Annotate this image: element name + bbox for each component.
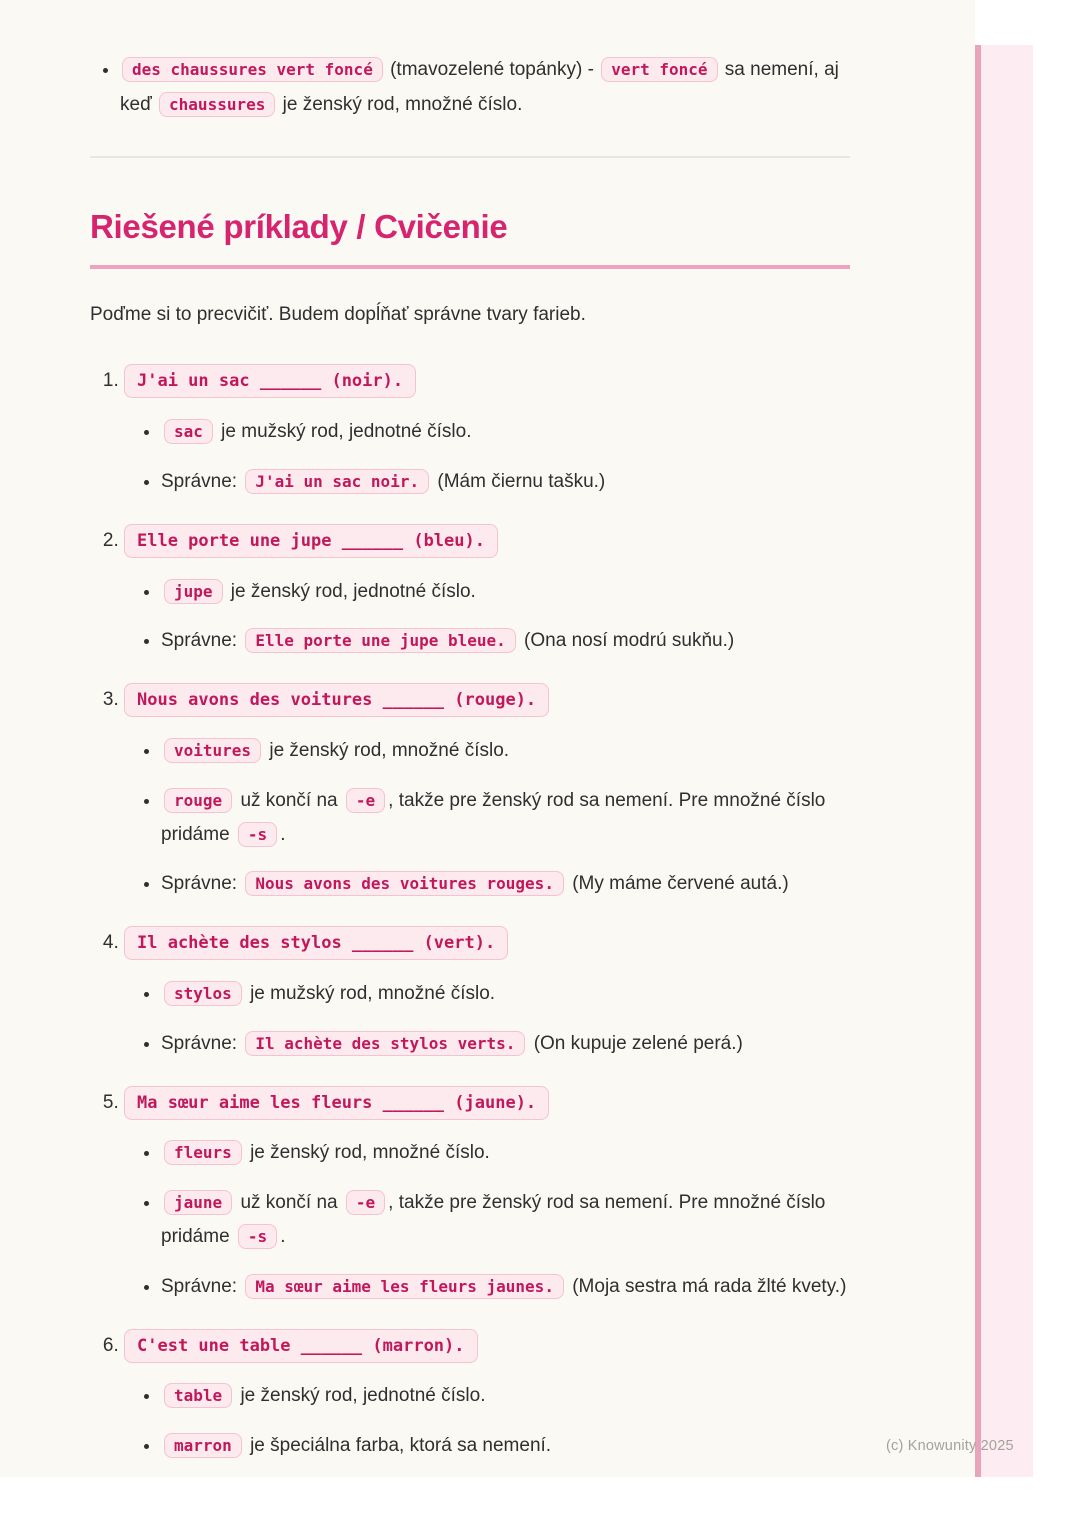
inline-code: rouge — [164, 788, 232, 813]
inline-code: -s — [238, 822, 277, 847]
note-item: • Správne: Il achète des stylos verts. (On kupuje zelené perá.) — [161, 1027, 850, 1061]
exercise-notes — [124, 575, 850, 659]
exercise-sentence-code: Elle porte une jupe ______ (bleu). — [124, 524, 498, 558]
note-item: • stylos je mužský rod, množné číslo. — [161, 977, 850, 1011]
section-divider — [90, 156, 850, 158]
exercise-notes — [124, 1379, 850, 1463]
exercise-item — [124, 929, 850, 1060]
note-item: • voitures je ženský rod, množné číslo. — [161, 734, 850, 768]
inline-code: fleurs — [164, 1140, 242, 1165]
exercise-item — [124, 1332, 850, 1463]
inline-code: Ma sœur aime les fleurs jaunes. — [245, 1274, 564, 1299]
exercise-item — [124, 1089, 850, 1304]
note-item: • jaune už končí na -e , takže pre ženský rod sa nemení. Pre množné číslo pridáme -s . — [161, 1186, 850, 1254]
exercise-sentence-code: C'est une table ______ (marron). — [124, 1329, 478, 1363]
inline-code: jaune — [164, 1190, 232, 1215]
inline-code: vert foncé — [601, 57, 717, 82]
exercise-sentence-code: Il achète des stylos ______ (vert). — [124, 926, 508, 960]
inline-code: -e — [346, 788, 385, 813]
intro-paragraph: Poďme si to precvičiť. Budem dopĺňať správne tvary farieb. — [90, 303, 586, 325]
inline-code: -e — [346, 1190, 385, 1215]
exercise-sentence-row — [124, 689, 850, 712]
inline-code: marron — [164, 1433, 242, 1458]
note-item: • Správne: Ma sœur aime les fleurs jaunes. (Moja sestra má rada žlté kvety.) — [161, 1270, 850, 1304]
exercise-notes — [124, 415, 850, 499]
exercise-sentence-row — [124, 1092, 850, 1115]
inline-code: -s — [238, 1224, 277, 1249]
inline-code: J'ai un sac noir. — [245, 469, 429, 494]
inline-code: stylos — [164, 981, 242, 1006]
note-item: • Správne: Elle porte une jupe bleue. (Ona nosí modrú sukňu.) — [161, 624, 850, 658]
exercise-sentence-code: Ma sœur aime les fleurs ______ (jaune). — [124, 1086, 549, 1120]
inline-code: des chaussures vert foncé — [122, 57, 383, 82]
right-accent-panel — [981, 45, 1033, 1477]
inline-code: Elle porte une jupe bleue. — [245, 628, 515, 653]
exercise-list — [90, 367, 850, 1463]
exercise-notes — [124, 734, 850, 901]
exercise-sentence-row — [124, 1335, 850, 1358]
top-note-item — [120, 52, 850, 122]
inline-code: table — [164, 1383, 232, 1408]
exercise-notes — [124, 977, 850, 1061]
note-item: • Správne: Nous avons des voitures rouges. (My máme červené autá.) — [161, 867, 850, 901]
section-title: Riešené príklady / Cvičenie — [90, 202, 850, 269]
inline-code: jupe — [164, 579, 223, 604]
inline-code: Nous avons des voitures rouges. — [245, 871, 564, 896]
watermark: (c) Knowunity 2025 — [886, 1438, 1014, 1454]
exercise-item — [124, 686, 850, 901]
top-note-text: des chaussures vert foncé (tmavozelené topánky) - vert foncé sa nemení, aj keď chaussures je ženský rod, množné číslo. — [120, 59, 839, 116]
note-item: • rouge už končí na -e , takže pre ženský rod sa nemení. Pre množné číslo pridáme -s . — [161, 784, 850, 852]
exercise-sentence-row — [124, 530, 850, 553]
note-item: • table je ženský rod, jednotné číslo. — [161, 1379, 850, 1413]
exercise-sentence-code: J'ai un sac ______ (noir). — [124, 364, 416, 398]
page-content — [90, 52, 850, 1463]
exercise-item — [124, 367, 850, 498]
exercise-sentence-code: Nous avons des voitures ______ (rouge). — [124, 683, 549, 717]
inline-code: Il achète des stylos verts. — [245, 1031, 525, 1056]
inline-code: sac — [164, 419, 213, 444]
note-item: • Správne: J'ai un sac noir. (Mám čiernu tašku.) — [161, 465, 850, 499]
inline-code: voitures — [164, 738, 261, 763]
top-note-list — [90, 52, 850, 122]
inline-code: chaussures — [159, 92, 275, 117]
exercise-sentence-row — [124, 932, 850, 955]
note-item: • fleurs je ženský rod, množné číslo. — [161, 1136, 850, 1170]
exercise-notes — [124, 1136, 850, 1303]
note-item: • jupe je ženský rod, jednotné číslo. — [161, 575, 850, 609]
note-item: • sac je mužský rod, jednotné číslo. — [161, 415, 850, 449]
exercise-sentence-row — [124, 370, 850, 393]
exercise-item — [124, 527, 850, 658]
note-item: • marron je špeciálna farba, ktorá sa nemení. — [161, 1429, 850, 1463]
